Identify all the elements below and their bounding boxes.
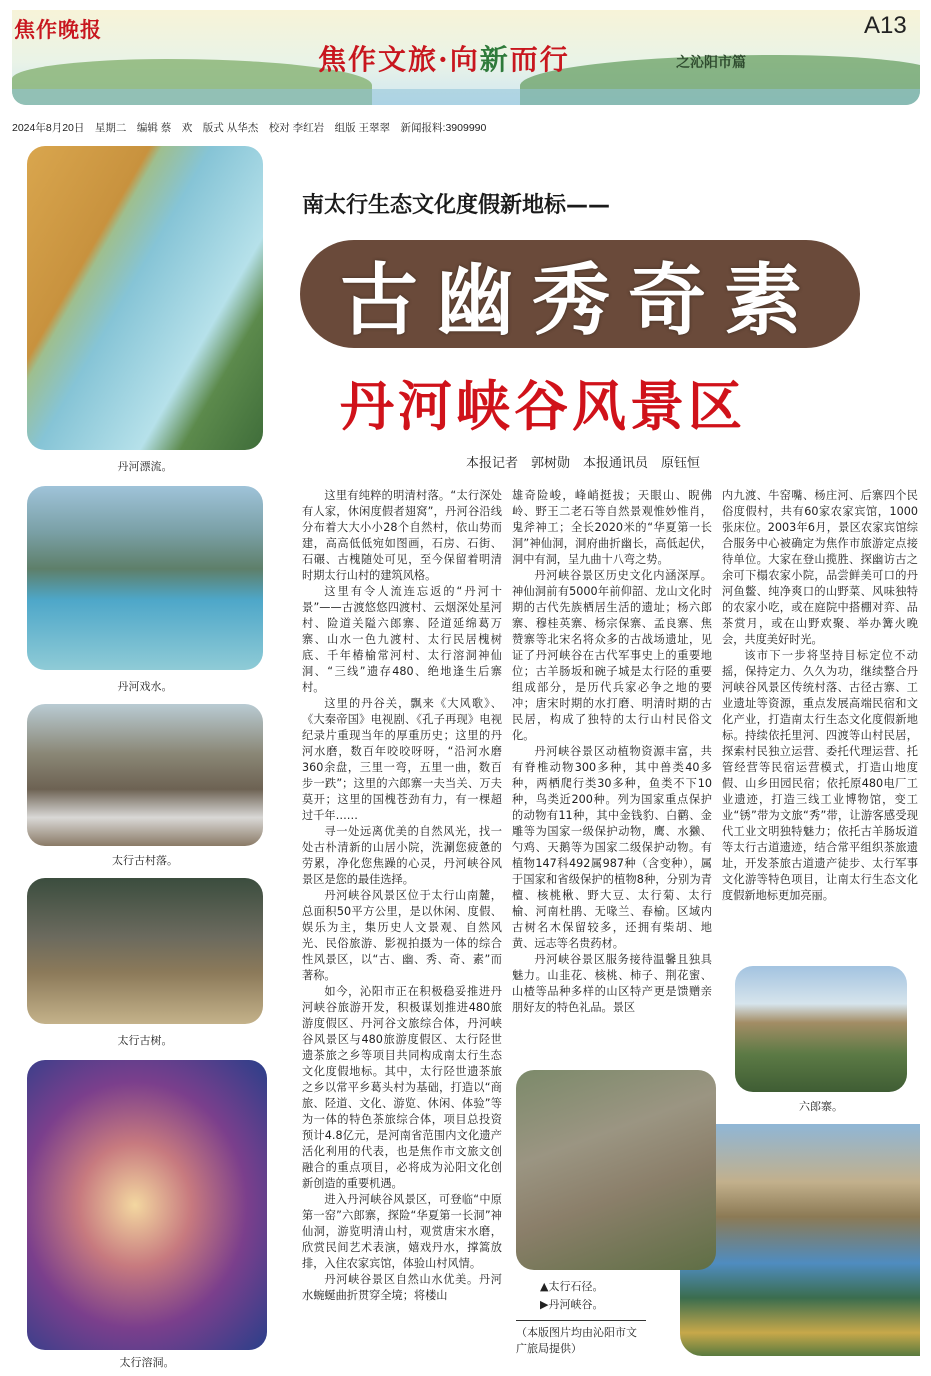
headline-big-title — [300, 240, 860, 348]
paragraph: 这里有令人流连忘返的“丹河十景”——古渡悠悠四渡村、云烟深处星河村、险道关隘六郎寨、陉道延绵葛万寨、山水一色九渡村、太行民居槐树底、千年椿榆常河村、太行溶洞神仙洞、“三线”遗存480、绝地逢生后寨村。 — [302, 585, 502, 694]
caption-karst-cave: 太行溶洞。 — [119, 1356, 175, 1369]
column-title-part-a: 焦作文旅·向 — [318, 43, 480, 76]
text-column-3 — [722, 488, 918, 904]
caption-stone-path: ▲太行石径。 — [540, 1280, 604, 1293]
caption-ancient-village: 太行古村落。 — [112, 854, 178, 867]
paragraph: 该市下一步将坚持目标定位不动摇，保持定力、久久为功，继续整合丹河峡谷风景区传统村落、古径古寨、工业遗址等资源，重点发展高端民宿和文化产业，打造南太行生态文化度假新地标。持续依托里河、四渡等山村民居，探索村民独立运营、委托代理运营、托管经营等民宿运营模式，打造山地度假、山乡田园民宿；依托原480电厂工业遗迹，打造三线工业博物馆，变工业“锈”带为文旅“秀”带，让游客感受现代工业文明独特魅力；依托古羊肠坂道等太行古道遗迹，结合常平组织茶旅遗址，开发茶旅古道遗产徒步、太行军事文化游等特色项目，让南太行生态文化度假新地标更加亮丽。 — [722, 649, 918, 902]
caption-river-play: 丹河戏水。 — [117, 680, 173, 693]
column-title-part-c: 而行 — [509, 43, 570, 76]
banner-water — [12, 89, 920, 105]
byline: 本报记者 郭树勋 本报通讯员 原钰恒 — [466, 456, 701, 471]
paragraph: 这里的丹谷关，飘来《大风歌》、《大秦帝国》电视剧、《孔子再现》电视纪录片重现当年的厚重历史；这里的丹河水磨，数百年咬咬呀呀，“沿河水磨360余盘，三里一弯，五里一曲，数百步一跌”；这里的六郎寨一夫当关、万夫莫开；这里的国槐苍劲有力，有一棵超过千年…… — [302, 697, 502, 822]
photo-river-play — [27, 486, 263, 670]
paragraph: 雄奇险峻，峰峭挺拔；天眼山、睨佛岭、野王二老石等自然景观惟妙惟肖，鬼斧神工；全长2020米的“华夏第一长洞”神仙洞，洞府曲折幽长，高低起伏，洞中有洞，呈九曲十八弯之势。 — [512, 489, 712, 566]
column-subtitle: 之沁阳市篇 — [676, 55, 746, 71]
text-column-1 — [302, 488, 502, 1304]
paragraph: 寻一处远离优美的自然风光，找一处古朴清新的山居小院，洗涮您疲惫的劳累，净化您焦躁的心灵，丹河峡谷风景区是您的最佳选择。 — [302, 825, 502, 886]
caption-liulang-fort: 六郎寨。 — [799, 1100, 843, 1113]
meta-line: 2024年8月20日 星期二 编辑 蔡 欢 版式 从华杰 校对 李红岩 组版 王翠翠 新闻报料:3909990 — [12, 122, 487, 134]
paragraph: 内九渡、牛窑嘴、杨庄河、后寨四个民俗度假村，共有60家农家宾馆，1000张床位。2003年6月，景区农家宾馆综合服务中心被确定为焦作市旅游定点接待单位。大家在登山揽胜、探幽访古之余可下榻农家小院，品尝鲜美可口的丹河鱼鳖、纯净爽口的山野菜、风味独特的农家小吃，或在庭院中搭棚对弈、品茶赏月，或在山野欢聚、举办篝火晚会，共度美好时光。 — [722, 489, 918, 646]
paragraph: 进入丹河峡谷风景区，可登临“中原第一窑”六郎寨，探险“华夏第一长洞”神仙洞，游览明清山村，观赏唐宋水磨，欣赏民间艺术表演，嬉戏丹水，撑篙放排，入住农家宾馆，体验山村风情。 — [302, 1193, 502, 1270]
caption-river-canyon: ▶丹河峡谷。 — [540, 1298, 604, 1311]
photo-ancient-tree — [27, 878, 263, 1024]
photo-ancient-village — [27, 704, 263, 846]
caption-ancient-tree: 太行古树。 — [117, 1034, 173, 1047]
caption-river-rafting: 丹河漂流。 — [117, 460, 173, 473]
photo-stone-path — [516, 1070, 716, 1270]
big-title-text: 古幽秀奇素 — [339, 255, 820, 346]
paragraph: 丹河峡谷景区动植物资源丰富，共有脊椎动物300多种，其中兽类40多种，两栖爬行类30多种，鱼类不下10种，鸟类近200种。列为国家重点保护的动物有11种，其中金钱豹、白鹳、金雕等为国家一级保护动物，鹰、水獭、勺鸡、天鹅等为国家二级保护动物。有植物147科492属987种（含变种），属于国家和省级保护的植物8种，分别为青檀、核桃楸、野大豆、太行菊、太行榆、河南杜鹃、无喙兰、春榆。区域内古树名木保留较多，还拥有柴胡、地黄、远志等名贵药材。 — [512, 745, 712, 950]
column-title-part-b: 新 — [479, 43, 510, 76]
column-title — [318, 38, 570, 78]
photo-credit: （本版图片均由沁阳市文广旅局提供） — [516, 1320, 646, 1357]
paragraph: 丹河峡谷风景区位于太行山南麓，总面积50平方公里，是以休闲、度假、娱乐为主，集历史人文景观、自然风光、民俗旅游、影视拍摄为一体的综合性风景区，以“古、幽、秀、奇、素”而著称。 — [302, 889, 502, 982]
page-number: A13 — [864, 12, 907, 39]
paper-logo: 焦作晚报 — [14, 17, 102, 42]
photo-liulang-fort — [735, 966, 907, 1092]
paragraph: 这里有纯粹的明清村落。“太行深处有人家，休闲度假者翅窝”，丹河谷沿线分布着大大小小28个自然村，依山势而建，高高低低宛如图画，石房、石街、石碾、古槐随处可见，至今保留着明清时期太行山村的建筑风格。 — [302, 489, 502, 582]
headline-kicker: 南太行生态文化度假新地标—— — [302, 193, 611, 218]
photo-river-rafting — [27, 146, 263, 450]
paragraph: 如今，沁阳市正在积极稳妥推进丹河峡谷旅游开发，积极谋划推进480旅游度假区、丹河谷文旅综合体，丹河峡谷风景区与480旅游度假区、太行陉世遗茶旅之乡等项目共同构成南太行生态文化度假地标。其中，太行陉世遗茶旅之乡以常平乡葛头村为基础，打造以“商旅、陉道、文化、游览、休闲、体验”等为一体的特色茶旅综合体，项目总投资预计4.8亿元，是河南省范围内文化遗产活化利用的代表，也是焦作市文旅文创融合的重点项目，必将成为沁阳文化创新创造的重要机遇。 — [302, 985, 502, 1190]
paragraph: 丹河峡谷景区历史文化内涵深厚。神仙洞前有5000年前仰韶、龙山文化时期的古代先族栖居生活的遗址；杨六郎寨、穆桂英寨、杨宗保寨、孟良寨、焦赞寨等北宋名将众多的古战场遗址，见证了丹河峡谷在古代军事史上的重要地位；古羊肠坂和碗子城是太行陉的重要组成部分，是历代兵家必争之地的要冲；唐宋时期的水打磨、明清时期的古民居，构成了独特的太行山村民俗文化。 — [512, 569, 712, 742]
photo-river-canyon — [680, 1124, 920, 1356]
text-column-2 — [512, 488, 712, 1016]
paragraph: 丹河峡谷景区自然山水优美。丹河水蜿蜒曲折贯穿全境；将楼山 — [302, 1273, 502, 1302]
paragraph: 丹河峡谷景区服务接待温馨且独具魅力。山韭花、核桃、柿子、荆花蜜、山楂等品种多样的山区特产更是馈赠亲朋好友的特色礼品。景区 — [512, 953, 712, 1014]
headline-subtitle: 丹河峡谷风景区 — [340, 375, 746, 438]
photo-karst-cave — [27, 1060, 267, 1350]
